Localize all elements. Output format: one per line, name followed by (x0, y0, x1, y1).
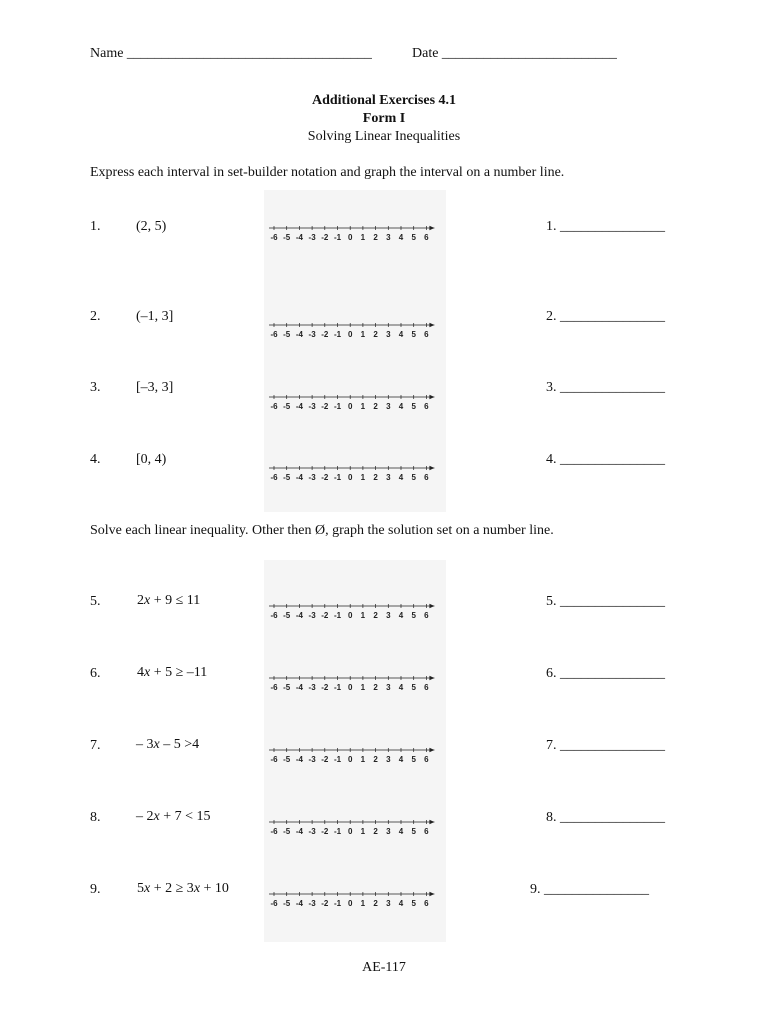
problem-number: 4. (90, 452, 101, 467)
number-line-tick-label: 1 (360, 683, 366, 692)
number-line-tick-label: 4 (398, 330, 404, 339)
number-line-tick-label: -4 (295, 827, 303, 836)
number-line-tick-label: -3 (308, 899, 316, 908)
section2-instruction: Solve each linear inequality. Other then Ø, graph the solution set on a number line. (90, 523, 554, 538)
number-line-tick-label: 6 (424, 683, 429, 692)
number-line-tick-label: -4 (295, 899, 303, 908)
number-line-tick-label: -6 (270, 755, 278, 764)
page-number: AE-117 (362, 960, 406, 975)
number-line-tick-label: -5 (283, 899, 291, 908)
number-line-tick-label: 3 (386, 402, 391, 411)
number-line-tick-label: 3 (386, 827, 391, 836)
number-line-tick-label: 1 (360, 473, 366, 482)
problem-number: 9. (90, 882, 101, 897)
number-line-tick-label: -5 (283, 827, 291, 836)
number-line-tick-label: 4 (398, 233, 404, 242)
answer-blank[interactable]: 6. _______________ (546, 666, 665, 681)
number-line-tick-label: 3 (386, 330, 391, 339)
number-line-tick-label: -3 (308, 611, 316, 620)
number-line-tick-label: -5 (283, 683, 291, 692)
problem-interval: [0, 4) (136, 452, 167, 467)
problem-number: 1. (90, 219, 101, 234)
number-line-tick-label: 1 (360, 330, 366, 339)
number-line-tick-label: -5 (283, 611, 291, 620)
number-line-tick-label: 0 (347, 755, 353, 764)
number-line-tick-label: 4 (398, 402, 404, 411)
number-line-tick-label: 5 (411, 899, 416, 908)
number-line-tick-label: -6 (270, 899, 278, 908)
number-line-tick-label: -5 (283, 402, 291, 411)
number-line-tick-label: 3 (386, 899, 391, 908)
number-line[interactable] (266, 221, 444, 247)
number-line-tick-label: 0 (347, 473, 353, 482)
number-line-tick-label: -2 (321, 330, 329, 339)
number-line-tick-label: -4 (295, 330, 303, 339)
number-line-tick-label: -6 (270, 611, 278, 620)
answer-blank[interactable]: 3. _______________ (546, 380, 665, 395)
number-line-tick-label: -1 (333, 402, 342, 411)
number-line-tick-label: 5 (411, 233, 416, 242)
number-line-tick-label: 2 (373, 827, 378, 836)
number-line-tick-label: -4 (295, 473, 303, 482)
arrow-right-icon (429, 466, 434, 470)
problem-number: 8. (90, 810, 101, 825)
number-line-tick-label: 3 (386, 611, 391, 620)
number-line-tick-label: -2 (321, 827, 329, 836)
arrow-right-icon (429, 676, 434, 680)
number-line-tick-label: 0 (347, 683, 353, 692)
name-field[interactable]: Name ___________________________________ (90, 46, 372, 61)
number-line-tick-label: -3 (308, 473, 316, 482)
number-line-tick-label: 1 (360, 611, 366, 620)
number-line-tick-label: -6 (270, 683, 278, 692)
number-line[interactable] (266, 743, 444, 769)
number-line-tick-label: 2 (373, 473, 378, 482)
inequality-expression: – 2x + 7 < 15 (136, 809, 211, 824)
number-line-tick-label: 6 (424, 330, 429, 339)
number-line-tick-label: -4 (295, 611, 303, 620)
number-line-tick-label: 5 (411, 402, 416, 411)
number-line-tick-label: 0 (347, 233, 353, 242)
arrow-right-icon (429, 604, 434, 608)
problem-number: 3. (90, 380, 101, 395)
number-line-tick-label: -4 (295, 402, 303, 411)
arrow-right-icon (429, 748, 434, 752)
number-line-tick-label: -3 (308, 402, 316, 411)
number-line-tick-label: -2 (321, 755, 329, 764)
number-line-tick-label: -6 (270, 473, 278, 482)
problem-number: 2. (90, 309, 101, 324)
number-line[interactable] (266, 815, 444, 841)
problem-number: 7. (90, 738, 101, 753)
number-line-tick-label: -2 (321, 402, 329, 411)
arrow-right-icon (429, 323, 434, 327)
number-line-tick-label: -1 (333, 233, 342, 242)
number-line-tick-label: -3 (308, 683, 316, 692)
number-line-tick-label: -5 (283, 233, 291, 242)
number-line-tick-label: 6 (424, 233, 429, 242)
answer-blank[interactable]: 5. _______________ (546, 594, 665, 609)
number-line-tick-label: 5 (411, 330, 416, 339)
title-topic: Solving Linear Inequalities (307, 129, 461, 144)
number-line-tick-label: -1 (333, 899, 342, 908)
number-line-tick-label: 6 (424, 611, 429, 620)
inequality-expression: 5x + 2 ≥ 3x + 10 (137, 881, 229, 896)
answer-blank[interactable]: 4. _______________ (546, 452, 665, 467)
number-line-tick-label: -2 (321, 473, 329, 482)
answer-blank[interactable]: 9. _______________ (530, 882, 649, 897)
number-line-tick-label: 0 (347, 827, 353, 836)
number-line-tick-label: -6 (270, 330, 278, 339)
title-form: Form I (362, 111, 406, 126)
number-line-tick-label: 5 (411, 827, 416, 836)
number-line-tick-label: 6 (424, 473, 429, 482)
number-line-tick-label: 1 (360, 233, 366, 242)
number-line[interactable] (266, 599, 444, 625)
number-line-tick-label: -2 (321, 611, 329, 620)
number-line-tick-label: 0 (347, 330, 353, 339)
number-line-tick-label: 0 (347, 899, 353, 908)
answer-blank[interactable]: 7. _______________ (546, 738, 665, 753)
number-line-tick-label: 1 (360, 827, 366, 836)
number-line-tick-label: 4 (398, 827, 404, 836)
number-line[interactable] (266, 887, 444, 913)
number-line-tick-label: 1 (360, 899, 366, 908)
problem-number: 5. (90, 594, 101, 609)
inequality-expression: 2x + 9 ≤ 11 (137, 593, 201, 608)
number-line-tick-label: 2 (373, 330, 378, 339)
number-line-tick-label: -1 (333, 755, 342, 764)
number-line-tick-label: -5 (283, 755, 291, 764)
number-line-tick-label: -5 (283, 473, 291, 482)
number-line-tick-label: 2 (373, 233, 378, 242)
arrow-right-icon (429, 395, 434, 399)
number-line-tick-label: -6 (270, 827, 278, 836)
number-line-tick-label: 0 (347, 611, 353, 620)
number-line-tick-label: 1 (360, 402, 366, 411)
number-line-tick-label: 6 (424, 402, 429, 411)
number-line-tick-label: 1 (360, 755, 366, 764)
number-line-tick-label: -4 (295, 755, 303, 764)
number-line-tick-label: -1 (333, 683, 342, 692)
number-line-tick-label: 4 (398, 899, 404, 908)
number-line-tick-label: 4 (398, 755, 404, 764)
number-line-tick-label: 2 (373, 402, 378, 411)
answer-blank[interactable]: 2. _______________ (546, 309, 665, 324)
number-line-tick-label: 2 (373, 611, 378, 620)
number-line-tick-label: 4 (398, 683, 404, 692)
number-line-tick-label: -1 (333, 473, 342, 482)
number-line-tick-label: 2 (373, 683, 378, 692)
problem-interval: [–3, 3] (136, 380, 174, 395)
problem-interval: (–1, 3] (136, 309, 174, 324)
number-line-tick-label: 4 (398, 611, 404, 620)
problem-interval: (2, 5) (136, 219, 167, 234)
number-line[interactable] (266, 461, 444, 487)
number-line-tick-label: -3 (308, 330, 316, 339)
number-line-tick-label: 3 (386, 683, 391, 692)
number-line-tick-label: -3 (308, 233, 316, 242)
number-line-tick-label: 5 (411, 755, 416, 764)
number-line-tick-label: 2 (373, 755, 378, 764)
date-field[interactable]: Date _________________________ (412, 46, 617, 61)
number-line-tick-label: 3 (386, 233, 391, 242)
number-line-tick-label: 6 (424, 899, 429, 908)
number-line-tick-label: 5 (411, 473, 416, 482)
number-line-tick-label: -6 (270, 233, 278, 242)
number-line-tick-label: -3 (308, 755, 316, 764)
number-line-tick-label: -6 (270, 402, 278, 411)
number-line-tick-label: -4 (295, 683, 303, 692)
number-line[interactable] (266, 671, 444, 697)
number-line[interactable] (266, 390, 444, 416)
arrow-right-icon (429, 226, 434, 230)
title-exercises: Additional Exercises 4.1 (311, 93, 457, 108)
number-line-tick-label: 0 (347, 402, 353, 411)
number-line-tick-label: -3 (308, 827, 316, 836)
number-line-tick-label: -1 (333, 330, 342, 339)
arrow-right-icon (429, 892, 434, 896)
section1-instruction: Express each interval in set-builder notation and graph the interval on a number line. (90, 165, 565, 180)
inequality-expression: 4x + 5 ≥ –11 (137, 665, 208, 680)
number-line-tick-label: 4 (398, 473, 404, 482)
answer-blank[interactable]: 8. _______________ (546, 810, 665, 825)
answer-blank[interactable]: 1. _______________ (546, 219, 665, 234)
number-line-tick-label: 2 (373, 899, 378, 908)
number-line-tick-label: 3 (386, 755, 391, 764)
number-line-tick-label: -2 (321, 233, 329, 242)
number-line-tick-label: 5 (411, 611, 416, 620)
problem-number: 6. (90, 666, 101, 681)
number-line-tick-label: -4 (295, 233, 303, 242)
number-line-tick-label: -1 (333, 611, 342, 620)
number-line-tick-label: -1 (333, 827, 342, 836)
number-line-tick-label: 3 (386, 473, 391, 482)
arrow-right-icon (429, 820, 434, 824)
number-line-tick-label: -2 (321, 683, 329, 692)
inequality-expression: – 3x – 5 >4 (136, 737, 200, 752)
number-line-tick-label: -2 (321, 899, 329, 908)
number-line[interactable] (266, 318, 444, 344)
number-line-tick-label: 5 (411, 683, 416, 692)
number-line-tick-label: -5 (283, 330, 291, 339)
number-line-tick-label: 6 (424, 827, 429, 836)
number-line-tick-label: 6 (424, 755, 429, 764)
